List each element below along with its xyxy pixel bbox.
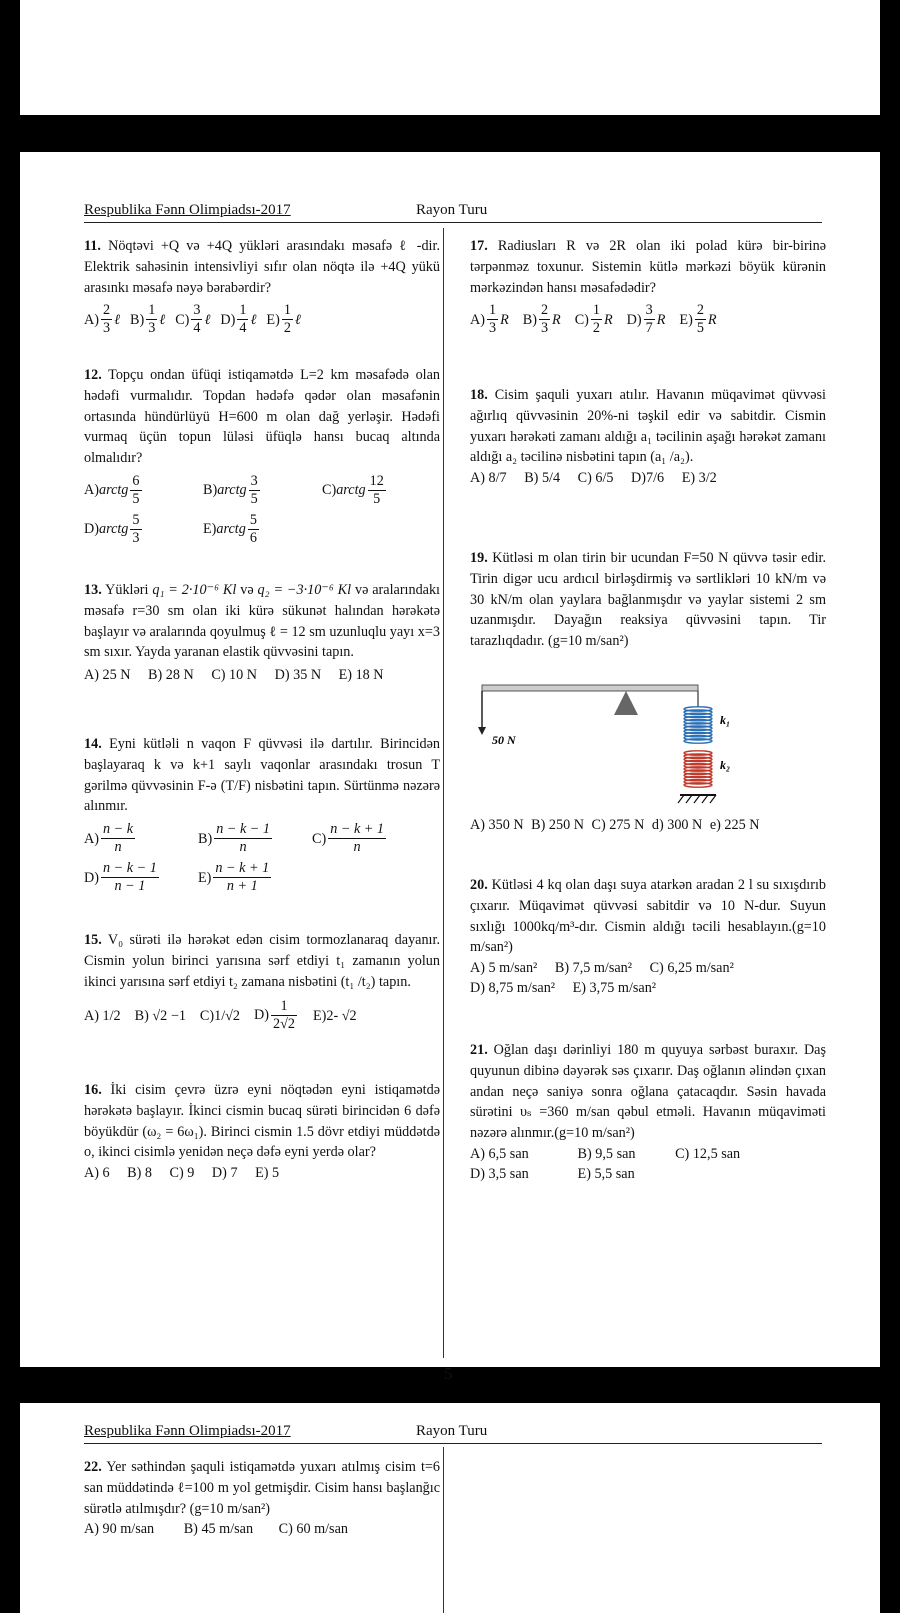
fraction xyxy=(101,302,112,337)
option-c: C)1/√2 xyxy=(199,1007,241,1024)
fraction xyxy=(213,860,271,895)
fraction xyxy=(146,302,157,337)
option-a xyxy=(84,302,120,337)
option-a xyxy=(84,821,184,856)
option-label: B) xyxy=(203,482,218,499)
option-d: D)7/6 xyxy=(631,470,665,487)
unit-symbol: ℓ xyxy=(250,311,257,328)
option-b: B) 250 N xyxy=(531,817,584,833)
header-olympiad-title: Respublika Fənn Olimpiadsı-2017 xyxy=(84,202,291,218)
option-d: D) 35 N xyxy=(274,667,322,684)
fraction xyxy=(695,302,706,337)
question-number: 20. xyxy=(470,877,488,893)
option-a: A) 90 m/san xyxy=(84,1521,155,1538)
fraction-denominator: 3 xyxy=(540,320,549,337)
function-name: arctg xyxy=(216,521,246,538)
fraction-numerator: n − k + 1 xyxy=(215,860,270,877)
spring-coil xyxy=(684,783,712,787)
option-label: E) xyxy=(198,869,212,886)
question-number: 21. xyxy=(470,1042,488,1058)
fraction xyxy=(214,821,272,856)
option-b xyxy=(198,821,298,856)
fraction-numerator: 6 xyxy=(132,472,140,489)
option-a: A) 350 N xyxy=(470,817,524,833)
document-page xyxy=(20,152,880,1383)
fraction-numerator: 3 xyxy=(645,302,653,319)
question-text: və xyxy=(240,582,254,598)
fraction-denominator: 7 xyxy=(645,320,653,337)
column-divider xyxy=(443,1447,444,1613)
question-14 xyxy=(84,734,440,895)
fraction xyxy=(539,302,550,337)
question-number: 22. xyxy=(84,1459,102,1475)
option-label: C) xyxy=(574,311,589,328)
question-number: 12. xyxy=(84,367,102,383)
answer-options xyxy=(84,302,440,337)
option-c: C) 10 N xyxy=(211,667,258,684)
option-e xyxy=(679,302,716,337)
question-text: Topçu ondan üfüqi istiqamətdə L=2 km məsafədə olan hədəfi vurmalıdır. Topdan hədəfə qədər olan məsafənin ortasında hündürlüyü H=600 m olan dağ yerləşir. Hədəfi vurmaq üçün topun lüləsi üfüqlə hansı bucaq altında olmalıdır? xyxy=(84,367,441,467)
pivot-support xyxy=(614,691,638,715)
fraction xyxy=(130,473,141,508)
option-label: E) xyxy=(266,311,280,328)
fraction-denominator: 6 xyxy=(249,529,257,546)
question-text: Radiusları R və 2R olan iki polad kürə bir-birinə tərpənməz toxunur. Sistemin kütlə mərkəzi böyük kürənin mərkəzindən hansı məsafədədir? xyxy=(470,238,826,296)
fraction-numerator: 1 xyxy=(271,998,297,1016)
option-label: C) xyxy=(312,830,327,847)
option-b xyxy=(523,302,561,337)
answer-options xyxy=(470,302,826,337)
fraction xyxy=(130,512,141,547)
option-c xyxy=(575,302,613,337)
option-c: C) 60 m/san xyxy=(278,1521,348,1538)
option-a: A) 25 N xyxy=(84,667,131,684)
fraction-numerator: n − k − 1 xyxy=(216,821,271,838)
option-label: A) xyxy=(84,311,99,328)
fraction-numerator: n − k − 1 xyxy=(102,860,157,877)
question-number: 14. xyxy=(84,736,102,752)
question-number: 17. xyxy=(470,238,488,254)
fraction-denominator: 3 xyxy=(132,529,140,546)
option-label: C) xyxy=(322,482,337,499)
option-e xyxy=(198,860,273,895)
option-e: E) 5 xyxy=(255,1165,280,1182)
spring-k2-label: k₂ xyxy=(720,758,731,772)
question-number: 11. xyxy=(84,238,101,254)
option-d: d) 300 N xyxy=(651,817,703,833)
unit-symbol: R xyxy=(656,311,666,328)
fraction-denominator: n + 1 xyxy=(226,878,258,895)
option-e: E) 18 N xyxy=(338,667,384,684)
fraction-numerator: 2 xyxy=(696,302,704,319)
fraction-numerator: 3 xyxy=(250,472,258,489)
option-c: C) 9 xyxy=(169,1165,195,1182)
option-label: B) xyxy=(198,830,213,847)
force-arrowhead xyxy=(478,727,486,735)
fraction-denominator: 4 xyxy=(239,320,247,337)
option-c: C) 6,25 m/san² xyxy=(649,960,734,977)
column-divider xyxy=(443,228,444,1358)
fraction-numerator: 5 xyxy=(249,511,257,528)
option-b: B) 7,5 m/san² xyxy=(554,960,633,977)
option-a: A) 1/2 xyxy=(84,1007,121,1024)
option-c xyxy=(322,473,388,508)
question-number: 18. xyxy=(470,387,488,403)
question-19-options xyxy=(470,815,826,835)
fraction xyxy=(249,473,260,508)
option-label: C) xyxy=(175,311,190,328)
fraction-denominator: n xyxy=(239,839,247,856)
question-18 xyxy=(470,385,826,488)
option-c: C) 12,5 san xyxy=(675,1145,741,1162)
question-17 xyxy=(470,236,826,337)
beam-spring-diagram xyxy=(470,677,800,807)
function-name: arctg xyxy=(217,482,247,499)
fraction xyxy=(591,302,602,337)
fraction-denominator: 3 xyxy=(488,320,497,337)
question-13 xyxy=(84,580,440,685)
ground-hatch xyxy=(678,795,716,803)
page-header xyxy=(84,1423,822,1444)
answer-options-row xyxy=(84,860,440,895)
spring-coil xyxy=(684,739,712,743)
fraction xyxy=(248,512,259,547)
fraction-numerator: 5 xyxy=(132,511,140,528)
option-c xyxy=(312,821,388,856)
fraction xyxy=(282,302,293,337)
function-name: arctg xyxy=(98,482,129,499)
question-text: V₀ sürəti ilə hərəkət edən cisim tormozlanaraq dayanır. Cismin yolun birinci yarısına sərf etdiyi t₁ zamanın yolun ikinci yarısına sərf etdiyi t₂ zamana nisbətini (t₁ /t₂) tapın. xyxy=(84,932,440,990)
question-text: Nöqtəvi +Q və +4Q yükləri arasındakı məsafə ℓ -dir. Elektrik sahəsinin intensivliyi sıfır olan nöqtə ilə +4Q yükü arasınkı məsafə nəyə bərabərdir? xyxy=(84,238,440,296)
option-a: A) 6 xyxy=(84,1165,110,1182)
answer-options-row xyxy=(84,473,440,508)
previous-page-fragment xyxy=(20,0,880,115)
fraction-denominator: n − 1 xyxy=(114,878,146,895)
answer-options xyxy=(84,998,440,1033)
option-b xyxy=(203,473,308,508)
beam xyxy=(482,685,698,691)
option-b: B) 8 xyxy=(127,1165,152,1182)
question-text: və aralarındakı məsafə r=30 sm olan iki kürə sükunət halından hərəkətə başlayır və aralarında qoyulmuş ℓ = 12 sm uzunluqlu yayı x=3 sm sıxır. Yayda yaranan elastik qüvvəsini tapın. xyxy=(84,582,441,661)
option-a: A) 5 m/san² xyxy=(470,960,538,977)
option-e: e) 225 N xyxy=(709,817,760,833)
answer-options xyxy=(470,468,826,488)
option-b: B) 5/4 xyxy=(524,470,561,487)
option-b: B) √2 −1 xyxy=(134,1007,186,1024)
option-b: B) 28 N xyxy=(148,667,194,684)
option-b xyxy=(130,302,165,337)
question-number: 15. xyxy=(84,932,102,948)
spring-k1 xyxy=(684,707,712,743)
answer-options xyxy=(84,821,440,895)
option-label: D) xyxy=(220,311,236,328)
fraction-numerator: n − k + 1 xyxy=(330,821,385,838)
unit-symbol: ℓ xyxy=(159,311,166,328)
fraction-denominator: n xyxy=(353,839,361,856)
unit-symbol: R xyxy=(707,311,717,328)
option-d xyxy=(220,302,256,337)
header-round: Rayon Turu xyxy=(416,202,488,218)
question-text: Kütləsi m olan tirin bir ucundan F=50 N qüvvə təsir edir. Tirin digər ucu ardıcıl birləşdirmiş və sərtlikləri 10 kN/m və 30 kN/m olan yaylara bağlanmışdır və yaylar sistemi 2 sm uzanmışdır. Dayağın reaksiya qüvvəsini tapın. Tir tarazlıqdadır. (g=10 m/san²) xyxy=(470,550,827,650)
page-number: 5 xyxy=(444,1364,453,1383)
fraction xyxy=(101,821,135,856)
question-number: 16. xyxy=(84,1082,102,1098)
option-a xyxy=(470,302,509,337)
question-text: Oğlan daşı dərinliyi 180 m quyuya sərbəst buraxır. Daş quyunun dibinə dəyərək səs çıxarır. Daş oğlanın əlindən çıxan andan neçə saniyə sonra oğlana çatacaqdır. Səsin havada sürətini υₛ =360 m/san qəbul etməli. Havanın müqaviməti nəzərə alınmır.(g=10 m/san²) xyxy=(470,1042,827,1142)
option-d: D) 3,5 san xyxy=(470,1165,529,1182)
question-number: 19. xyxy=(470,550,488,566)
question-text: Kütləsi 4 kq olan daşı suya atarkən aradan 2 l su sıxışdırıb çıxarır. Müqavimət qüvvəsi sabitdir və 10 N-dur. Suyun sıxlığı 1000kq/m³-dır. Cismin aldığı təcili hesablayın.(g=10 m/san²) xyxy=(470,877,826,956)
fraction xyxy=(237,302,248,337)
fraction-denominator: 4 xyxy=(193,320,201,337)
question-20 xyxy=(470,875,826,998)
fraction-numerator: 1 xyxy=(592,302,600,319)
unit-symbol: R xyxy=(500,311,509,328)
option-label: A) xyxy=(84,482,99,499)
fraction-denominator: 5 xyxy=(250,490,258,507)
question-text: Eyni kütləli n vaqon F qüvvəsi ilə dartılır. Birincidən başlayaraq k və k+1 saylı vaqonlar arasındakı trosun T gərilmə qüvvəsinin F-ə (T/F) nisbətini tapın. Sürtünmə nəzərə alınmır. xyxy=(84,736,441,815)
question-text: Cisim şaquli yuxarı atılır. Havanın müqavimət qüvvəsi ağırlıq qüvvəsinin 20%-ni təşkil edir və sabitdir. Cismin yuxarı hərəkəti zamanı aldığı a₁ təcilinin aşağı hərəkət zamanı aldığı a₂ təcilinə nisbətini tapın (a₁ /a₂). xyxy=(470,387,826,466)
fraction xyxy=(368,473,386,508)
question-text: Yer səthindən şaquli istiqamətdə yuxarı atılmış cisim t=6 san müddətində ℓ=100 m yol getmişdir. Cisim hansı başlanğıc sürətlə atılmışdır? (g=10 m/san²) xyxy=(84,1459,440,1517)
option-d: D) 8,75 m/san² xyxy=(470,980,556,997)
option-b: B) 9,5 san xyxy=(577,1145,636,1162)
fraction-denominator: 5 xyxy=(373,490,381,507)
question-text: İki cisim çevrə üzrə eyni nöqtədən eyni istiqamətdə hərəkətə başlayır. İkinci cismin bucaq sürəti birincidən 6 dəfə böyükdür (ω₂ = 6ω₁). Birinci cismin 1.5 dövr etdiyi müddətdə o, ikinci cisimlə yenidən neçə dəfə eyni yerdə olar? xyxy=(84,1082,440,1161)
option-label: D) xyxy=(254,1007,270,1024)
answer-options-row xyxy=(84,512,440,547)
option-label: B) xyxy=(130,311,145,328)
spring-k2 xyxy=(684,751,712,787)
option-e xyxy=(266,302,300,337)
answer-options xyxy=(470,1144,826,1184)
fraction-denominator: 3 xyxy=(148,320,156,337)
fraction xyxy=(644,302,655,337)
option-label: D) xyxy=(626,311,642,328)
option-e: E) 3/2 xyxy=(681,470,717,487)
question-19 xyxy=(470,548,826,652)
option-d xyxy=(84,512,189,547)
fraction xyxy=(101,860,159,895)
fraction-denominator: 2√2 xyxy=(273,1016,295,1033)
next-page xyxy=(20,1403,880,1613)
unit-symbol: ℓ xyxy=(114,311,120,328)
header-olympiad-title: Respublika Fənn Olimpiadsı-2017 xyxy=(84,1423,291,1439)
option-label: E) xyxy=(679,311,693,328)
question-16 xyxy=(84,1080,440,1183)
option-e xyxy=(203,512,261,547)
fraction-numerator: 12 xyxy=(369,472,384,489)
option-label: A) xyxy=(470,311,485,328)
answer-options-row xyxy=(84,821,440,856)
answer-options xyxy=(84,665,440,685)
fraction-numerator: 1 xyxy=(488,302,497,319)
option-e: E) 3,75 m/san² xyxy=(572,980,657,997)
option-label: D) xyxy=(84,521,99,538)
fraction-numerator: 2 xyxy=(102,302,111,319)
force-label: 50 N xyxy=(492,733,516,747)
function-name: arctg xyxy=(336,482,366,499)
unit-symbol: ℓ xyxy=(204,311,211,328)
answer-options xyxy=(84,1519,440,1539)
fraction-denominator: 3 xyxy=(102,320,111,337)
option-d xyxy=(84,860,184,895)
option-a xyxy=(84,473,189,508)
question-22 xyxy=(84,1457,440,1539)
charge-q1: q₁ = 2·10⁻⁶ Kl xyxy=(152,582,237,598)
unit-symbol: ℓ xyxy=(294,311,301,328)
fraction-denominator: n xyxy=(114,839,122,856)
charge-q2: q₂ = −3·10⁻⁶ Kl xyxy=(257,582,352,598)
question-number: 13. xyxy=(84,582,102,598)
header-round: Rayon Turu xyxy=(416,1423,488,1439)
option-a: A) 8/7 xyxy=(470,470,507,487)
option-c: C) 6/5 xyxy=(577,470,614,487)
option-label: A) xyxy=(84,830,99,847)
option-e: E) 5,5 san xyxy=(577,1165,635,1182)
option-a: A) 6,5 san xyxy=(470,1145,529,1162)
unit-symbol: R xyxy=(552,311,561,328)
fraction-numerator: 1 xyxy=(148,302,156,319)
fraction-denominator: 5 xyxy=(132,490,140,507)
fraction-denominator: 5 xyxy=(696,320,704,337)
fraction xyxy=(487,302,498,337)
fraction-numerator: 1 xyxy=(239,302,247,319)
answer-options xyxy=(84,1163,440,1183)
option-c xyxy=(175,302,210,337)
question-21 xyxy=(470,1040,826,1184)
option-d xyxy=(254,998,299,1033)
fraction-denominator: 2 xyxy=(592,320,600,337)
function-name: arctg xyxy=(98,521,129,538)
fraction-numerator: 2 xyxy=(540,302,549,319)
fraction-denominator: 2 xyxy=(283,320,291,337)
spring-k1-label: k₁ xyxy=(720,713,731,727)
question-15 xyxy=(84,930,440,1033)
fraction xyxy=(328,821,386,856)
option-label: B) xyxy=(522,311,537,328)
question-11 xyxy=(84,236,440,337)
fraction xyxy=(191,302,202,337)
fraction-numerator: 1 xyxy=(283,302,291,319)
option-label: E) xyxy=(203,521,217,538)
answer-options xyxy=(84,473,440,547)
page-header xyxy=(84,202,822,223)
answer-options xyxy=(470,815,826,835)
option-label: D) xyxy=(84,869,99,886)
fraction-numerator: 3 xyxy=(193,302,201,319)
unit-symbol: R xyxy=(603,311,613,328)
question-text: Yükləri xyxy=(105,582,149,598)
option-d xyxy=(627,302,666,337)
option-d: D) 7 xyxy=(211,1165,238,1182)
answer-options xyxy=(470,958,826,998)
question-12 xyxy=(84,365,440,547)
option-e: E)2- √2 xyxy=(313,1007,357,1024)
fraction-numerator: n − k xyxy=(102,821,134,838)
option-b: B) 45 m/san xyxy=(183,1521,254,1538)
option-c: C) 275 N xyxy=(591,817,645,833)
